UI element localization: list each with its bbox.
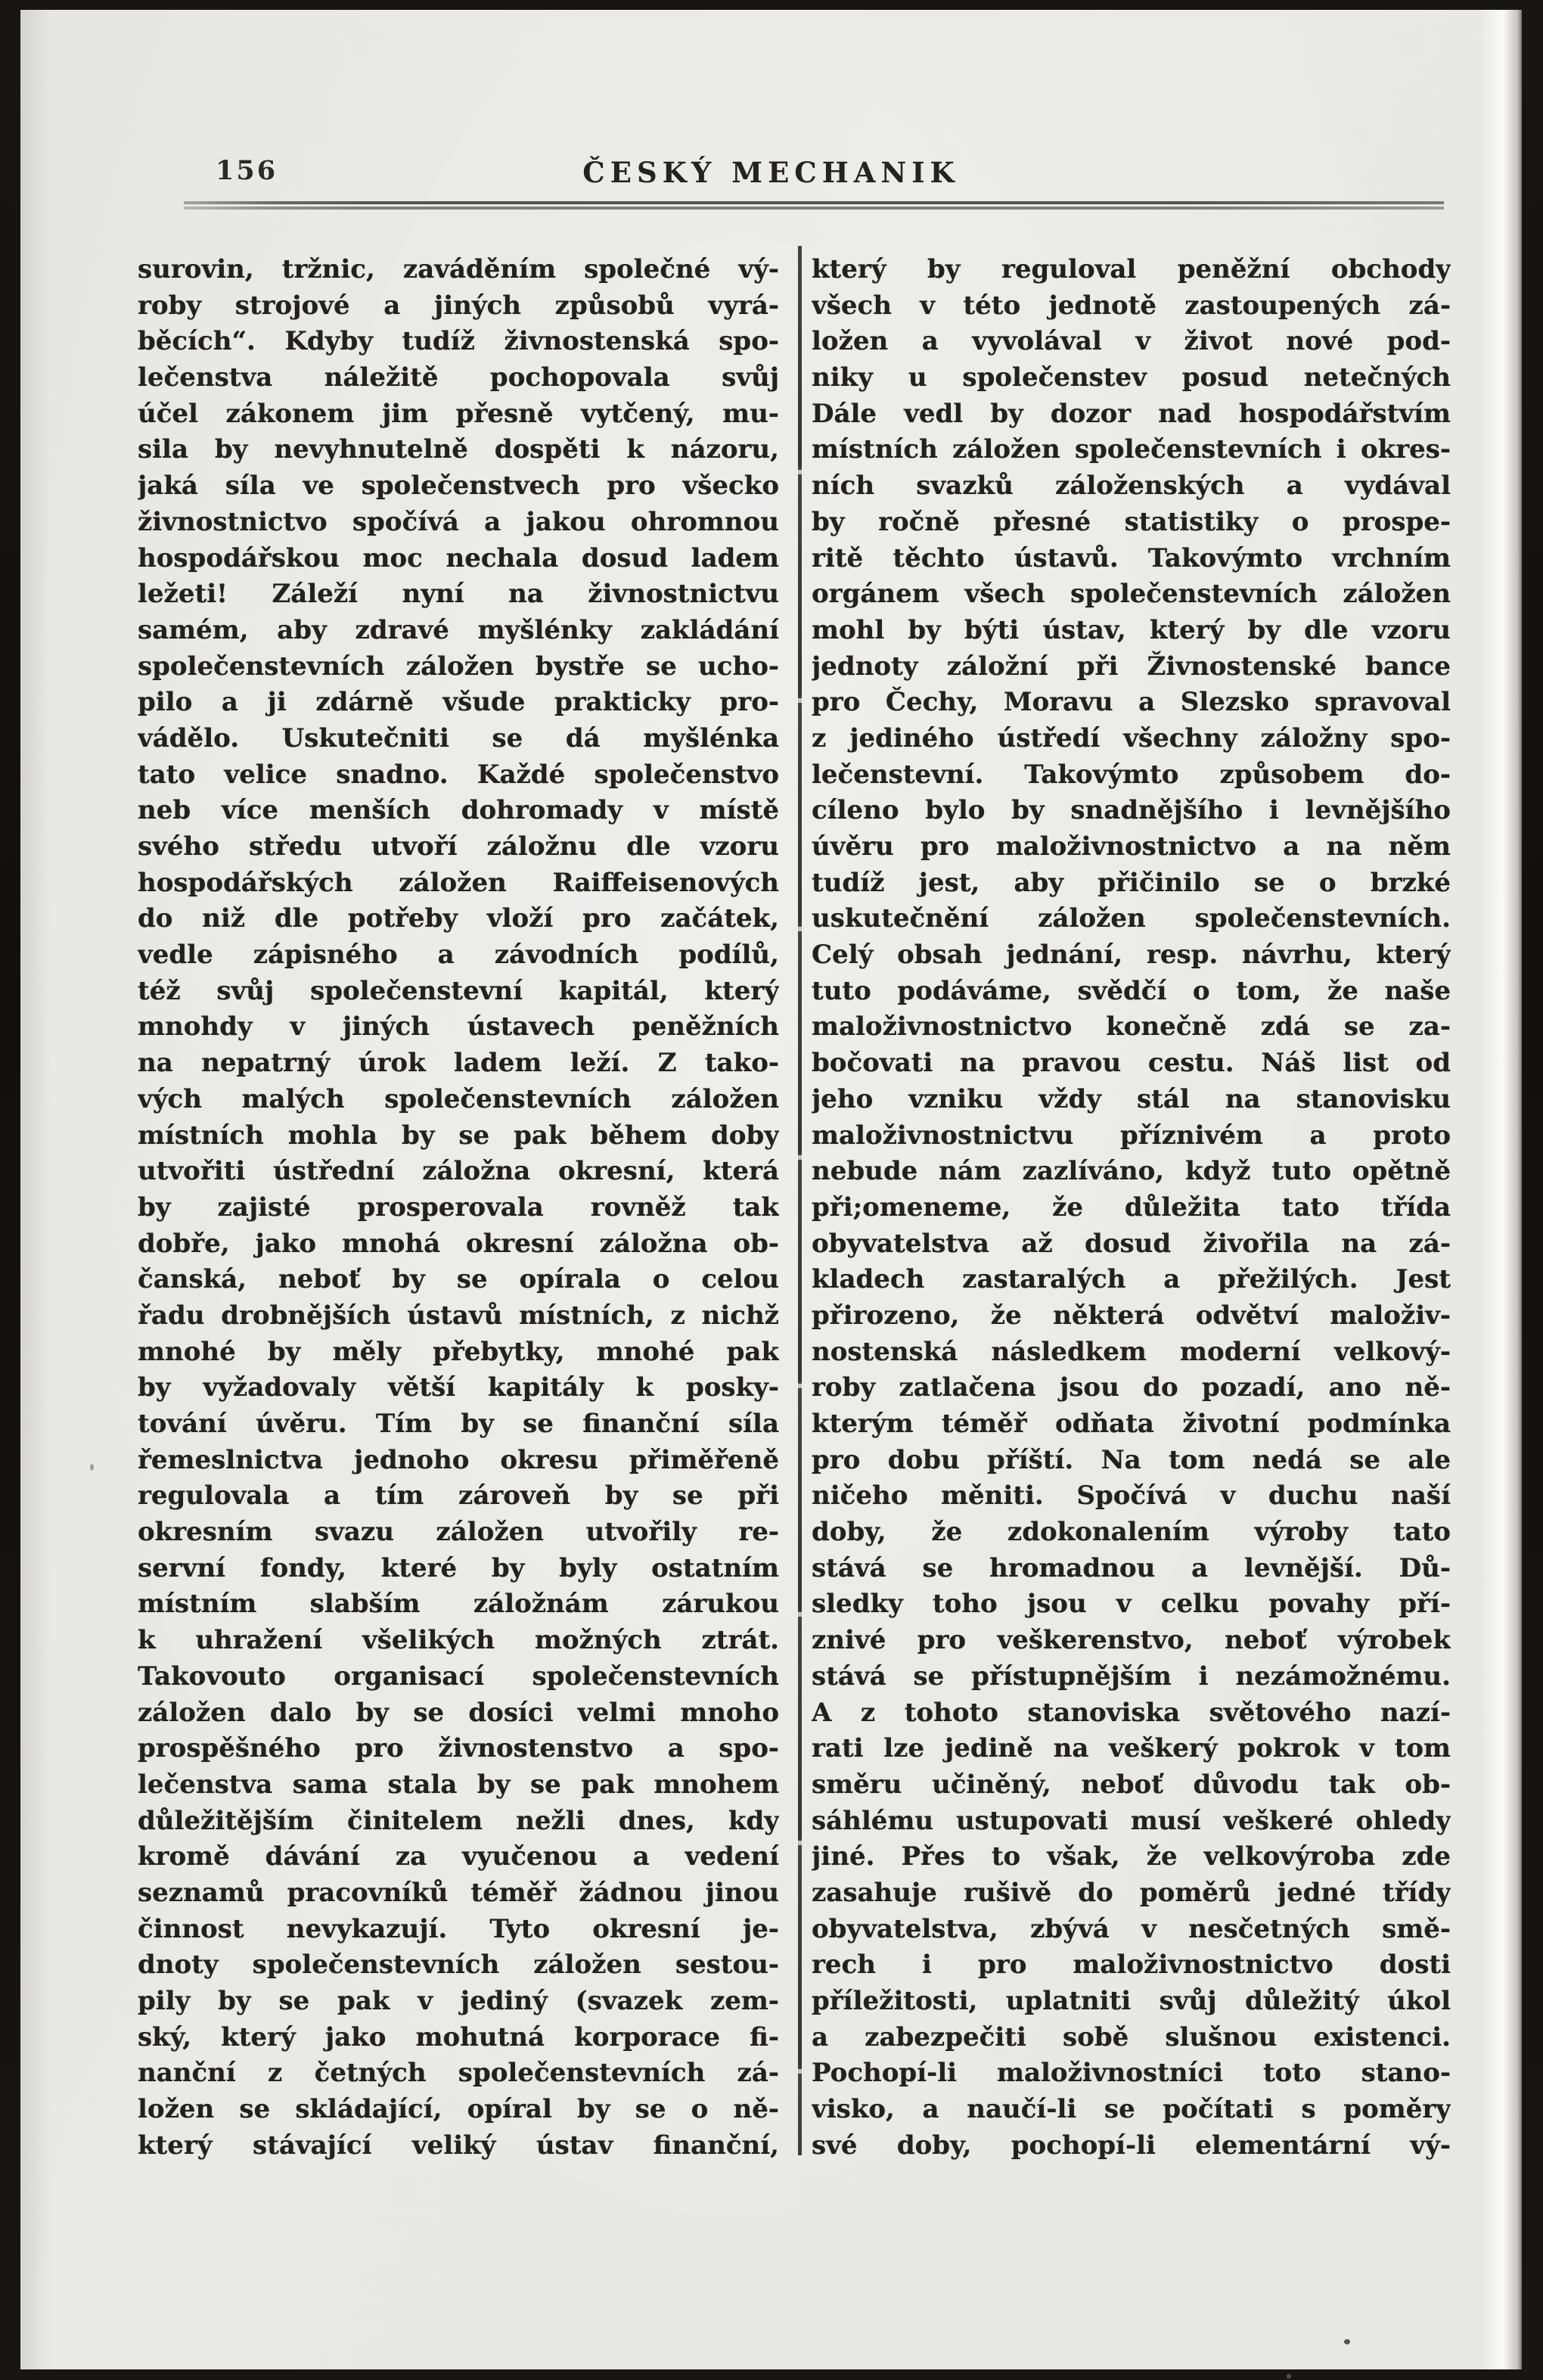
text-line: Dále vedl by dozor nad hospodářstvím <box>812 398 1451 429</box>
text-line: společenstevních záložen bystře se ucho- <box>138 651 779 682</box>
text-line: surovin, tržnic, zaváděním společné vý- <box>138 254 779 284</box>
text-line: hospodářskou moc nechala dosud ladem <box>138 542 779 573</box>
journal-title: ČESKÝ MECHANIK <box>582 156 960 189</box>
text-line: ský, který jako mohutná korporace fi- <box>138 2021 779 2052</box>
text-line: tování úvěru. Tím by se finanční síla <box>138 1409 779 1439</box>
text-line: ležeti! Záleží nyní na živnostnictvu <box>138 579 779 610</box>
text-line: přirozeno, že některá odvětví maloživ- <box>812 1300 1451 1331</box>
text-line: znivé pro veškerenstvo, neboť výrobek <box>812 1625 1451 1656</box>
text-line: mohl by býti ústav, který by dle vzoru <box>812 614 1451 645</box>
text-line: vádělo. Uskutečniti se dá myšlénka <box>138 722 779 753</box>
text-line: pro dobu příští. Na tom nedá se ale <box>812 1444 1451 1475</box>
page-number: 156 <box>216 155 278 186</box>
text-line: kterým téměř odňata životní podmínka <box>812 1409 1451 1439</box>
text-line: vedle zápisného a závodních podílů, <box>138 940 779 971</box>
text-line: seznamů pracovníků téměř žádnou jinou <box>138 1877 779 1908</box>
column-left <box>138 252 779 2164</box>
text-line: cíleno bylo by snadnějšího i levnějšího <box>812 795 1451 826</box>
text-line: hospodářských záložen Raiffeisenových <box>138 867 779 898</box>
text-line: by ročně přesné statistiky o prospe- <box>812 506 1451 537</box>
text-line: který stávající veliký ústav finanční, <box>138 2130 779 2161</box>
text-line: k uhražení všelikých možných ztrát. <box>138 1625 779 1656</box>
text-line: regulovala a tím zároveň by se při <box>138 1481 779 1512</box>
text-line: servní fondy, které by byly ostatním <box>138 1552 779 1583</box>
text-line: zasahuje rušivě do poměrů jedné třídy <box>812 1877 1451 1908</box>
text-line: dobře, jako mnohá okresní záložna ob- <box>138 1228 779 1259</box>
text-line: kromě dávání za vyučenou a vedení <box>138 1841 779 1872</box>
text-line: sáhlému ustupovati musí veškeré ohledy <box>812 1805 1451 1836</box>
header-rule <box>184 201 1444 210</box>
text-line: svého středu utvoří záložnu dle vzoru <box>138 831 779 862</box>
text-line: který by reguloval peněžní obchody <box>812 254 1451 284</box>
text-line: a zabezpečiti sobě slušnou existenci. <box>812 2021 1451 2052</box>
text-line: ních svazků záloženských a vydával <box>812 471 1451 502</box>
text-line: tato velice snadno. Každé společenstvo <box>138 759 779 790</box>
text-line: roby strojové a jiných způsobů vyrá- <box>138 290 779 321</box>
text-line: bočovati na pravou cestu. Náš list od <box>812 1048 1451 1079</box>
text-line: mnohdy v jiných ústavech peněžních <box>138 1011 779 1042</box>
text-line: A z tohoto stanoviska světového nazí- <box>812 1697 1451 1728</box>
text-line: rech i pro maloživnostnictvo dosti <box>812 1950 1451 1981</box>
text-line: účel zákonem jim přesně vytčený, mu- <box>138 398 779 429</box>
text-line: lečenstva náležitě pochopovala svůj <box>138 362 779 393</box>
text-line: všech v této jednotě zastoupených zá- <box>812 290 1451 321</box>
text-line: dnoty společenstevních záložen sestou- <box>138 1950 779 1981</box>
text-line: pilo a ji zdárně všude prakticky pro- <box>138 687 779 718</box>
text-line: při;omeneme, že důležita tato třída <box>812 1192 1451 1223</box>
text-line: orgánem všech společenstevních záložen <box>812 579 1451 610</box>
text-line: záložen dalo by se dosíci velmi mnoho <box>138 1697 779 1728</box>
text-line: vých malých společenstevních záložen <box>138 1083 779 1114</box>
text-line: směru učiněný, neboť důvodu tak ob- <box>812 1769 1451 1800</box>
text-line: řemeslnictva jednoho okresu přiměřeně <box>138 1444 779 1475</box>
text-line: tuto podáváme, svědčí o tom, že naše <box>812 975 1451 1006</box>
text-line: jeho vzniku vždy stál na stanovisku <box>812 1083 1451 1114</box>
column-right <box>812 252 1451 2164</box>
scan-speck <box>1344 2339 1350 2344</box>
text-line: lečenstva sama stala by se pak mnohem <box>138 1769 779 1800</box>
text-line: místních mohla by se pak během doby <box>138 1120 779 1151</box>
text-line: pro Čechy, Moravu a Slezsko spravoval <box>812 687 1451 718</box>
text-line: prospěšného pro živnostenstvo a spo- <box>138 1733 779 1764</box>
text-line: nanční z četných společenstevních zá- <box>138 2058 779 2089</box>
text-line: též svůj společenstevní kapitál, který <box>138 975 779 1006</box>
text-line: místních záložen společenstevních i okres- <box>812 434 1451 465</box>
text-line: ložen a vyvolával v život nové pod- <box>812 326 1451 357</box>
text-line: ložen se skládající, opíral by se o ně- <box>138 2094 779 2125</box>
text-line: Celý obsah jednání, resp. návrhu, který <box>812 940 1451 971</box>
text-line: nebude nám zazlíváno, když tuto opětně <box>812 1156 1451 1187</box>
text-line: maloživnostnictvo konečně zdá se za- <box>812 1011 1451 1042</box>
text-line: visko, a naučí-li se počítati s poměry <box>812 2094 1451 2125</box>
text-line: utvořiti ústřední záložna okresní, která <box>138 1156 779 1187</box>
text-line: z jediného ústředí všechny záložny spo- <box>812 722 1451 753</box>
text-line: by vyžadovaly větší kapitály k posky- <box>138 1372 779 1403</box>
text-line: uskutečnění záložen společenstevních. <box>812 903 1451 934</box>
text-line: rati lze jedině na veškerý pokrok v tom <box>812 1733 1451 1764</box>
column-divider <box>798 246 802 2155</box>
text-line: pily by se pak v jediný (svazek zem- <box>138 1986 779 2016</box>
text-line: jednoty záložní při Živnostenské bance <box>812 651 1451 682</box>
text-line: jiné. Přes to však, že velkovýroba zde <box>812 1841 1451 1872</box>
text-line: samém, aby zdravé myšlénky zakládání <box>138 614 779 645</box>
text-line: činnost nevykazují. Tyto okresní je- <box>138 1913 779 1944</box>
text-line: kladech zastaralých a přežilých. Jest <box>812 1264 1451 1295</box>
text-line: sledky toho jsou v celku povahy pří- <box>812 1589 1451 1620</box>
text-line: jaká síla ve společenstvech pro všecko <box>138 471 779 502</box>
text-line: Pochopí-li maloživnostníci toto stano- <box>812 2058 1451 2089</box>
text-line: neb více menších dohromady v místě <box>138 795 779 826</box>
text-line: okresním svazu záložen utvořily re- <box>138 1517 779 1548</box>
text-line: sila by nevyhnutelně dospěti k názoru, <box>138 434 779 465</box>
text-line: běcích“. Kdyby tudíž živnostenská spo- <box>138 326 779 357</box>
text-line: stává se hromadnou a levnější. Dů- <box>812 1552 1451 1583</box>
scan-speck <box>90 1464 94 1471</box>
text-line: své doby, pochopí-li elementární vý- <box>812 2130 1451 2161</box>
text-line: úvěru pro maloživnostnictvo a na něm <box>812 831 1451 862</box>
text-line: obyvatelstva, zbývá v nesčetných smě- <box>812 1913 1451 1944</box>
text-line: stává se přístupnějším i nezámožnému. <box>812 1661 1451 1692</box>
text-line: živnostnictvo spočívá a jakou ohromnou <box>138 506 779 537</box>
text-line: mnohé by měly přebytky, mnohé pak <box>138 1336 779 1367</box>
page <box>20 10 1522 2369</box>
scan-speck <box>1287 2374 1291 2378</box>
text-line: nostenská následkem moderní velkový- <box>812 1336 1451 1367</box>
text-line: by zajisté prosperovala rovněž tak <box>138 1192 779 1223</box>
text-line: Takovouto organisací společenstevních <box>138 1661 779 1692</box>
text-line: obyvatelstva až dosud živořila na zá- <box>812 1228 1451 1259</box>
text-line: roby zatlačena jsou do pozadí, ano ně- <box>812 1372 1451 1403</box>
text-line: ničeho měniti. Spočívá v duchu naší <box>812 1481 1451 1512</box>
text-line: lečenstevní. Takovýmto způsobem do- <box>812 759 1451 790</box>
text-line: čanská, neboť by se opírala o celou <box>138 1264 779 1295</box>
text-line: místním slabším záložnám zárukou <box>138 1589 779 1620</box>
text-line: ritě těchto ústavů. Takovýmto vrchním <box>812 542 1451 573</box>
text-line: maloživnostnictvu příznivém a proto <box>812 1120 1451 1151</box>
text-line: do niž dle potřeby vloží pro začátek, <box>138 903 779 934</box>
text-line: doby, že zdokonalením výroby tato <box>812 1517 1451 1548</box>
text-line: příležitosti, uplatniti svůj důležitý úkol <box>812 1986 1451 2016</box>
text-line: na nepatrný úrok ladem leží. Z tako- <box>138 1048 779 1079</box>
text-line: důležitějším činitelem nežli dnes, kdy <box>138 1805 779 1836</box>
text-line: tudíž jest, aby přičinilo se o brzké <box>812 867 1451 898</box>
text-line: řadu drobnějších ústavů místních, z nichž <box>138 1300 779 1331</box>
text-line: niky u společenstev posud netečných <box>812 362 1451 393</box>
